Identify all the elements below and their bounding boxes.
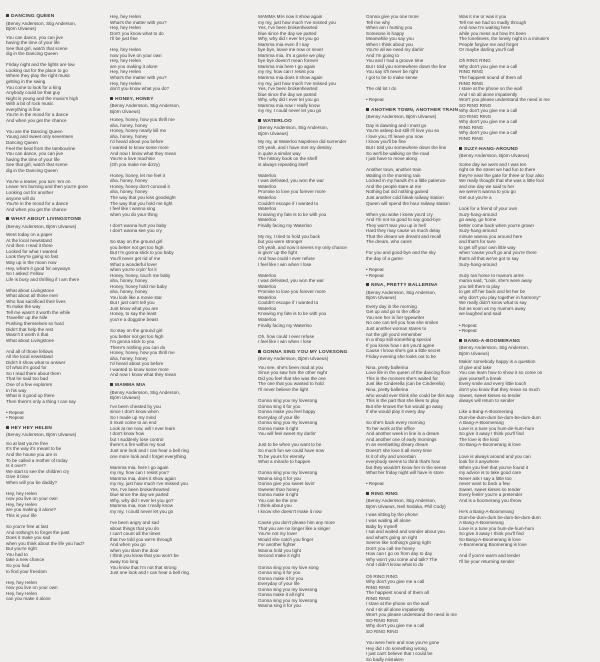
song-lyrics: I've been cheated by you since I don't know when So I made up my mind it must come to an end Look at me now, will I ever learn I don't know how but I suddenly lose control there's a fire within my soul Just one look and I can hear a bell ring one more look and I forget everything Mamma mia, here I go again my my, how can I resist you? Mamma mia, does it show again my my, just how much I've missed you Yes, I've been brokenhearted blue since the day we parted Why, why did I ever let you go? Mamma mia, now I really know my my, I could never let you go I've been angry and sad about things that you do I can't count all the times that I've told you we're through And when you go when you slam the door I think you know that you won't be away too long You know that I'm not that strong Just one look and I can hear a bell ring [110,403,189,576]
bullet-icon [366,283,369,286]
song-lyrics: Some day we went and I was ten right on the street we had fun to there they're near the gate for three or four also We really thought that she was a little fool and one day we said to her we weren't wanna to you go Get out you're a Look for a friend of your own Suzy-hang-around go away, go home better come back when you're grown Suzy-hang-around minute wanna you around here and that's for sure to get off your own little way when 'cause you'll go and you're there that's all that we've got to say Suzy-hang-around Suzy ran home to mama's arms mama said, "Look, she's were away you tell them to play to get off her back and let her be why don't you play together in harmony" We really didn't know what to say but as soon as my mama's away we laughed and said • Repeat • Repeat [459,161,544,334]
bullet-icon [258,350,261,353]
song-title-text: HONEY, HONEY [115,96,154,102]
song-credit: (Benny Andersson, Björn Ulvaeus) [6,223,77,229]
song-lyrics: Went today on a paper At the local newsstand And then I read it there Looked for what I wanted Look they're going so fast Way up in the moon now Hey, what's it good for anyways So I asked: Fellow Life is busy and thrilling if I am there What about Livingstone What about all those men Who has sacrificed their lives To make the way Tell me wasn't it worth the while Travellin' up the Nile Pushing themselves so hard Didn't that help the rest Wasn't it worth it that What about Livingstone And all of those fellows All the local newsstand Didn't it show what to answer Of what it's good for So I read there about them That he said too bad One of a few explorers In his way What is it good up there Then there's only a thing I can say • Repeat • Repeat [6,232,80,421]
bullet-icon [366,492,369,495]
song-title-text: RING RING [371,491,399,497]
song-title-text: DANCING QUEEN [11,14,55,19]
song-lyrics: Honey, honey, how you thrill me aha, honey, honey Honey, honey nearly kill me aha, honey, honey I'd heard about you before I wanted to know some more And now I know what they mean You're a love machine (Oh you make me dizzy) Honey, honey, let me feel it aha, honey, honey Honey, honey don't conceal it aha, honey, honey The way that you kiss goodnight The way that you hold me tight I feel like I wanna sing when you do your thing I don't wanna hurt you baby I don't wanna see you cry So stay on the ground girl you better not get too high But I'm gonna stick to you baby You'll never get rid of me What a wonderful lover when you're cryin' for it Honey, honey, touch me baby aha, honey, honey Honey, honey hold me baby aha, honey, honey You look like a movie star But I just can't tell you Just know what you are Honey, to say the least you're a doggone beast So stay on the ground girl you better not get too high I'm gonna stick to you There's nothing you can do Honey, honey, how you thrill me aha, honey, honey I'd heard about you before I wanted to know some more And now I know what they mean [110,117,177,378]
song-title-text: WHAT ABOUT LIVINGSTONE [11,217,82,223]
song-title-text: SUZY-HANG-AROUND [464,146,519,152]
song-lyrics: Was it me or was it you Tell me we had so madly through And now I'm waiting here while you mess out how it's been The loneliness, the lonely night in a minute's People forgive me and forget Or maybe darling you'll call Oh RING RING Why don't you give me a call RING RING The happiest sound of them all RING RING I stare at the phone on the wall And I sit all alone impatiently Won't you please understand the need in me SO RING RING Why don't you give me a call SO RING RING Why don't you give me a call RING RING Why don't you give me a call RING RING [459,14,550,142]
song-credit: (Benny Andersson, Björn Ulvaeus) [258,356,329,362]
song-block [6,426,116,602]
song-title [110,97,220,103]
bullet-icon [6,14,9,17]
song-block [459,147,569,334]
song-block [459,14,569,142]
song-block [258,14,368,114]
song-credit: (Benny Andersson, Björn Ulvaeus) [366,114,437,120]
song-credit: (Benny Andersson, Björn Ulvaeus) [6,432,77,438]
column-2 [110,14,220,600]
bullet-icon [459,339,462,342]
song-title [459,339,569,345]
song-credit: (Benny Andersson, Stig Anderson, Björn Ulvaeus) [110,389,180,401]
song-title-text: HEY HEY HELEN [11,425,53,431]
song-lyrics: Day is dawning and I must go You're asleep but still I'll love you so I love you, I'll leave you now I know you'll be fine But I told you somewhere down the line So we'll be walking on the road I just have to move along Another town, another train Waiting in the morning rain Locked in my hands it's a little patience And the people stare at me Nothing but old nothing gained Just another cold bleak railway station Queen will spend the hour railway station When you woke I knew you'd cry And I'm not so good to say good-bye They won't tear you up in hell Hard they may cause us much delay That the dream we dreamt and recall The dream, who cares For you and good-bye and the sky the day of a game • Repeat • Repeat [366,122,450,278]
song-title [6,14,116,20]
column-1 [6,14,116,600]
song-title [258,350,368,356]
song-block [258,119,368,345]
song-lyrics: Hey, hey Helen What's the matter with you? Hey, hey Helen Don't you know what to do I'll be just fine Hey, hey Helen now you live on your own Hey, hey Helen are you making it alone Hey, hey Helen What's the matter with you? Hey, hey Helen don't you know what you do? [110,14,170,92]
song-lyrics: MAMMA MIA now it show again my my, just how much I've missed you Yes, I've been brokenhearted blue since the day we parted Why, why did I ever let you go Mamma mia even if I say bye bye, leave me now or never Mamma mia, it's a game we play bye bye doesn't mean forever Mamma mia here I go again my my, how can I resist you Mamma mia does it show again my my, just how much I've missed you Yes, I've been brokenhearted blue since the day we parted Why, why did I ever let you go Mamma mia now I really know my my, I could never let you go [258,14,336,114]
song-credit: (Benny Andersson, Stig Anderson, Björn Ulvaeus) [6,20,76,32]
song-block [110,14,220,92]
song-title [6,426,116,432]
song-lyrics: Makin' somebody happy is a question of give and take You can learn how to show it so come on give yourself a break Every smile and every little touch don't you know that they mean so much Sweet, sweet kisses so tender always will return to sender Like a Bang-A-Boomerang Dum-be-dum-dum be-dum-be-dum-dum A Bang-A-Boomerang Love is a tune you hum-de-hum-hum So give it away I think you'll find The love is the kind So Bang-A-Boomerang is love Love is always around and you can look for it anywhere When you feel that you've found it my advice is to take good care Never ask I say a little too never want to back a few Sweet, sweet kisses so tender Every feelin' you're a pretender And is a boomerang you throw He's a Bang-A-Boomerang Dum-be-dum-dum be-dum-be-dum-dum A Bang-A-Boomerang Love is a tune you hum-de-hum-hum So give it away I think you'll find So Bang-A-Boomerang is love A-Boomerang Boomerang is love And if you're warm and tender I'll be your returning sender [459,359,543,564]
column-5 [459,14,569,600]
column-3 [258,14,368,609]
song-title-text: NINA, PRETTY BALLERINA [371,283,438,289]
song-lyrics: You can dance, you can jive having the time of your life See that girl, watch that scene dig in the Dancing Queen Friday night and the lights are low Looking out for the place to go Where they play the right music getting in the swing You come to look for a king Anybody could be that guy Night is young and the music's high With a bit of rock music everything is fine You're in the mood for a dance And when you get the chance You are the Dancing Queen Young and sweet only seventeen Dancing Queen Feel the beat from the tambourine You can dance, you can jive having the time of your life See that girl, watch that scene dig in the Dancing Queen You're a teaser, you turn 'em on Leave 'em burning and then you're gone Looking out for another anyone will do You're in the mood for a dance And when you get the chance [6,34,88,212]
song-title [258,119,368,125]
song-title-text: WATERLOO [263,118,292,124]
song-block [258,350,368,609]
song-title [110,383,220,389]
song-lyrics: Gonna give you one more Tell me why When am I hurting you Someone is happy Meanwhile you say you When I think about you You're all we need my darlin' And I'm going to You and I had a groove time But I told you somewhere down the line You say it'll never be right I got to be to make sense The old lot I do • Repeat [366,14,447,103]
song-lyrics: My my, at Waterloo Napoleon did surrender Oh yeah, and I have met my destiny in quite a similar way The history book on the shelf is always repeating itself Waterloo I was defeated, you won the war Waterloo Promise to love you forever more Waterloo Couldn't escape if I wanted to Waterloo Knowing my fate is to be with you Waterloo Finally facing my Waterloo My my, I tried to hold you back but you were stronger Oh yeah, and now it seems my only chance is givin' up the fight And how could I ever refuse I feel like I win when I lose Waterloo I was defeated, you won the war Waterloo Promise to love you forever more Waterloo Couldn't escape if I wanted to Waterloo Knowing my fate is to be with you Waterloo Finally facing my Waterloo Oh, how could I ever refuse I feel like I win when I lose [258,139,347,345]
song-lyrics: I was sitting by the phone I was waiting all alone Baby by myself I sat and waited and wonder about you and what's going on right Seems like nothing's going right Don't you call me honey How can I go on from day to day Why won't you come and talk? The And I didn't know what to do Oh RING RING Why don't you give me a call RING RING The happiest sound of them all RING RING I stare at the phone on the wall And I sit all alone impatiently Won't you please understand the need in me SO RING RING Why don't you give me a call SO RING RING You were here and now you're gone Hey did I do something wrong I just can't believe that I could be So badly mistaken [366,512,457,662]
song-block [110,97,220,378]
song-title-text: BANG-A-BOOMERANG [464,338,521,344]
bullet-icon [459,147,462,150]
bullet-icon [110,97,113,100]
bullet-icon [6,217,9,220]
song-block [110,383,220,576]
bullet-icon [258,119,261,122]
song-title-text: ANOTHER TOWN, ANOTHER TRAIN [371,107,459,113]
song-title-text: GONNA SING YOU MY LOVESONG [263,349,348,355]
song-lyrics: You see, she's been mad at you Since you saw him the other night Did you feel that she was the one The one that you wanted to hold I'll never believe the light Gonna sing you my lovesong Gonna sing it for you Gonna make you feel happy Everyday of your life Gonna sing you my lovesong Gonna make it right You will feel sweet my darlin' Just to be when you want to be So much fun we could have now To be yours for eternity What a miracle to happen Gonna sing you my lovesong Wanna sing it for you Gonna give you sweet lovin' Sweeter than honey Gonna make it right You can be the one I think about you I know she doesn't make it now Cause you don't please him any more That you are no longer like a singer You're not my lover Would she catch you finger For another fighter Wanna hold you tight Second make it right Gonna sing you my love song Gonna sing it for you Gonna make it for you Everyday of your life Gonna sing you my lovesong Gonna make it all right Gonna sing you my lovesong Wanna sing it for you [258,364,335,609]
song-title [459,147,569,153]
song-title-text: MAMMA MIA [115,383,146,388]
song-credit: (Benny Andersson, Stig Anderson, Björn Ulvaeus) [110,103,180,114]
song-block [6,14,116,212]
song-block [459,339,569,565]
song-credit: (Benny Andersson, Stig Anderson, Björn Ulvaeus) [366,289,436,301]
song-credit: (Benny Andersson, Stig Anderson, Björn Ulvaeus) [459,345,529,356]
song-credit: (Benny Andersson, Björn Ulvaeus) [459,153,530,159]
bullet-icon [6,426,9,429]
song-lyrics: So at last you're free It's the way it's meant to be And the house you are in To be called a mother of today Is it over? We start to see the children cry Give it time When will you be daddy? Hey, hey Helen now you live on your own Hey, hey Helen are you making it alone? This is your life So you're free at last And nothing's to forget the past Does it make you sad when you think about the life you had? But you're right You had to take a new chance So you had to find your freedom Hey, hey Helen now you live on your own Hey, hey Helen can you make it alone [6,440,85,602]
song-lyrics: Every day in the morning Get up and go to the office You see her in her typewriter No one can tell you how she smiles Just another woman stares to not the girl you'd remember In a shop still something special If you knew how I am you'd agree Cause I know she's got a little secret Friday evening she looks out to be Nina, pretty ballerina Love life in the queen of the dancing floor This is the moment she's waited for Just like Cinderella (can be Cinderella) Nina, pretty ballerina who would ever think she could be this way This is the part that she likes to play But she knows the fun would go away If she would play it every day So she's back every morning To her work at the office And another week in line in a dream And another one of early mornings In an everlasting dreary dream Doesn't she love it all every time Is it of shy and uncertain everybody seems to think that's how but they wouldn't know her in the sense What her friday night will have in store • Repeat [366,303,455,487]
song-credit: (Benny Andersson, Stig Anderson, Björn Ulvaeus, Neil Sedaka, Phil Cody) [366,498,446,509]
bullet-icon [366,108,369,111]
song-credit: (Benny Andersson, Stig Anderson, Björn Ulvaeus) [258,125,328,136]
bullet-icon [110,383,113,386]
song-title [6,217,116,223]
song-block [6,217,116,421]
